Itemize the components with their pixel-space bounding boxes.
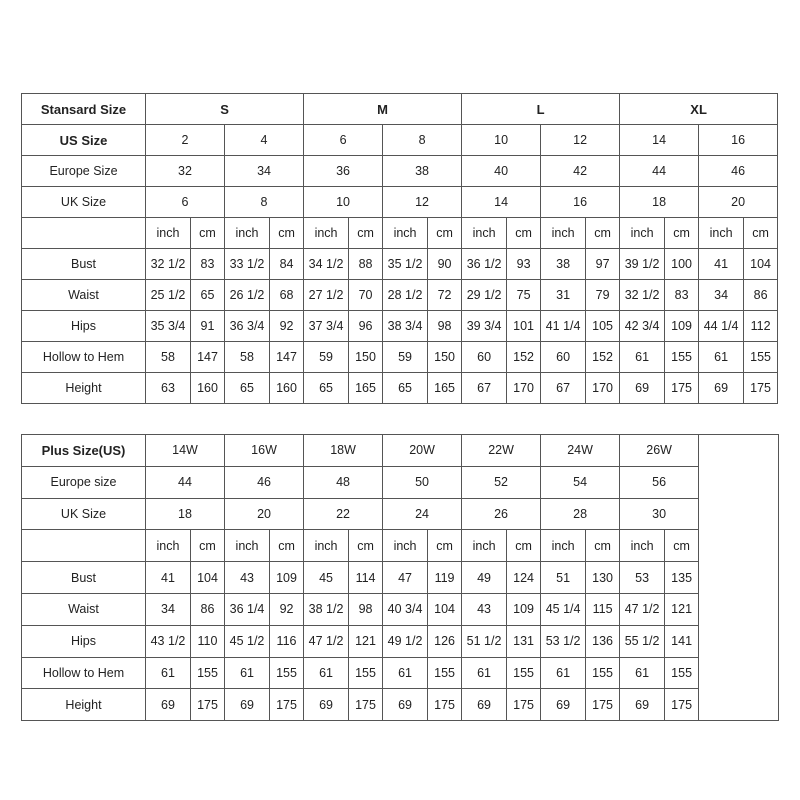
measurement-value: 83: [665, 280, 699, 311]
measurement-value: 61: [383, 657, 428, 689]
plus-measurement-row: [22, 689, 779, 721]
standard-size-label: Stansard Size: [22, 94, 146, 125]
measurement-value: 72: [428, 280, 462, 311]
size-cell: 26: [462, 498, 541, 530]
measurement-value: 83: [191, 249, 225, 280]
measurement-value: 121: [349, 625, 383, 657]
unit-cm-cell: cm: [349, 218, 383, 249]
plus-size-cell: 14W: [146, 435, 225, 467]
measurement-value: 115: [586, 593, 620, 625]
measurement-value: 28 1/2: [383, 280, 428, 311]
size-cell: 54: [541, 466, 620, 498]
measurement-value: 147: [270, 342, 304, 373]
measurement-value: 36 3/4: [225, 311, 270, 342]
measurement-value: 91: [191, 311, 225, 342]
plus-europe-row-label: Europe size: [22, 466, 146, 498]
measurement-label: Hips: [22, 311, 146, 342]
size-cell: 20: [699, 187, 778, 218]
us-size-row-label: US Size: [22, 125, 146, 156]
measurement-value: 150: [428, 342, 462, 373]
size-cell: 20: [225, 498, 304, 530]
measurement-label: Hips: [22, 625, 146, 657]
measurement-value: 70: [349, 280, 383, 311]
measurement-value: 53: [620, 562, 665, 594]
uk-size-row-label: UK Size: [22, 187, 146, 218]
measurement-label: Height: [22, 689, 146, 721]
size-cell: 10: [462, 125, 541, 156]
measurement-label: Waist: [22, 280, 146, 311]
measurement-value: 90: [428, 249, 462, 280]
measurement-value: 35 1/2: [383, 249, 428, 280]
plus-size-label: Plus Size(US): [22, 435, 146, 467]
measurement-value: 69: [304, 689, 349, 721]
measurement-label: Hollow to Hem: [22, 657, 146, 689]
unit-inch-cell: inch: [620, 218, 665, 249]
standard-size-table: [21, 93, 778, 404]
measurement-value: 69: [699, 373, 744, 404]
plus-measurement-row: [22, 625, 779, 657]
measurement-value: 69: [462, 689, 507, 721]
measurement-value: 47: [383, 562, 428, 594]
measurement-value: 75: [507, 280, 541, 311]
measurement-value: 26 1/2: [225, 280, 270, 311]
measurement-value: 104: [744, 249, 778, 280]
measurement-value: 170: [507, 373, 541, 404]
measurement-value: 29 1/2: [462, 280, 507, 311]
size-cell: 28: [541, 498, 620, 530]
measurement-value: 112: [744, 311, 778, 342]
measurement-value: 61: [146, 657, 191, 689]
size-cell: 6: [304, 125, 383, 156]
letter-size-cell: S: [146, 94, 304, 125]
measurement-value: 104: [428, 593, 462, 625]
measurement-value: 65: [383, 373, 428, 404]
unit-inch-cell: inch: [462, 530, 507, 562]
measurement-value: 69: [383, 689, 428, 721]
measurement-value: 88: [349, 249, 383, 280]
size-cell: 18: [146, 498, 225, 530]
measurement-value: 36 1/2: [462, 249, 507, 280]
size-cell: 42: [541, 156, 620, 187]
measurement-value: 61: [541, 657, 586, 689]
standard-header-row: [22, 94, 778, 125]
measurement-value: 116: [270, 625, 304, 657]
measurement-value: 110: [191, 625, 225, 657]
size-cell: 22: [304, 498, 383, 530]
measurement-value: 65: [304, 373, 349, 404]
size-cell: 24: [383, 498, 462, 530]
measurement-value: 47 1/2: [620, 593, 665, 625]
measurement-value: 100: [665, 249, 699, 280]
measurement-value: 69: [620, 373, 665, 404]
measurement-value: 43: [462, 593, 507, 625]
measurement-value: 175: [665, 689, 699, 721]
uk-size-row: [22, 187, 778, 218]
unit-cm-cell: cm: [744, 218, 778, 249]
measurement-value: 67: [541, 373, 586, 404]
measurement-value: 61: [225, 657, 270, 689]
size-cell: 14: [620, 125, 699, 156]
measurement-label: Waist: [22, 593, 146, 625]
measurement-value: 175: [744, 373, 778, 404]
measurement-value: 55 1/2: [620, 625, 665, 657]
measurement-value: 34: [146, 593, 191, 625]
measurement-value: 92: [270, 311, 304, 342]
size-cell: 12: [541, 125, 620, 156]
measurement-value: 86: [744, 280, 778, 311]
measurement-value: 155: [665, 342, 699, 373]
measurement-value: 45: [304, 562, 349, 594]
measurement-value: 92: [270, 593, 304, 625]
measurement-value: 136: [586, 625, 620, 657]
measurement-value: 69: [620, 689, 665, 721]
measurement-value: 51 1/2: [462, 625, 507, 657]
plus-size-cell: 16W: [225, 435, 304, 467]
measurement-value: 98: [428, 311, 462, 342]
measurement-value: 155: [191, 657, 225, 689]
size-cell: 40: [462, 156, 541, 187]
measurement-value: 155: [349, 657, 383, 689]
measurement-value: 104: [191, 562, 225, 594]
measurement-value: 58: [225, 342, 270, 373]
measurement-value: 39 1/2: [620, 249, 665, 280]
measurement-value: 40 3/4: [383, 593, 428, 625]
letter-size-cell: M: [304, 94, 462, 125]
measurement-value: 47 1/2: [304, 625, 349, 657]
measurement-value: 141: [665, 625, 699, 657]
measurement-value: 105: [586, 311, 620, 342]
size-cell: 46: [699, 156, 778, 187]
measurement-value: 126: [428, 625, 462, 657]
blank-corner-cell: [22, 218, 146, 249]
plus-size-table: [21, 434, 779, 721]
measurement-value: 84: [270, 249, 304, 280]
measurement-value: 59: [383, 342, 428, 373]
size-cell: 36: [304, 156, 383, 187]
unit-inch-cell: inch: [541, 218, 586, 249]
measurement-value: 61: [620, 342, 665, 373]
plus-size-cell: 18W: [304, 435, 383, 467]
size-cell: 8: [383, 125, 462, 156]
measurement-value: 34: [699, 280, 744, 311]
measurement-value: 155: [507, 657, 541, 689]
size-cell: 50: [383, 466, 462, 498]
unit-inch-cell: inch: [304, 218, 349, 249]
unit-cm-cell: cm: [507, 218, 541, 249]
unit-row: [22, 218, 778, 249]
measurement-value: 175: [507, 689, 541, 721]
measurement-value: 41: [146, 562, 191, 594]
measurement-value: 69: [541, 689, 586, 721]
size-cell: 14: [462, 187, 541, 218]
size-cell: 8: [225, 187, 304, 218]
measurement-value: 31: [541, 280, 586, 311]
plus-uk-row-label: UK Size: [22, 498, 146, 530]
unit-inch-cell: inch: [146, 218, 191, 249]
size-cell: 46: [225, 466, 304, 498]
size-cell: 38: [383, 156, 462, 187]
measurement-value: 61: [304, 657, 349, 689]
size-cell: 18: [620, 187, 699, 218]
measurement-value: 60: [462, 342, 507, 373]
measurement-value: 65: [225, 373, 270, 404]
unit-cm-cell: cm: [665, 530, 699, 562]
size-cell: 48: [304, 466, 383, 498]
measurement-value: 165: [349, 373, 383, 404]
measurement-value: 109: [507, 593, 541, 625]
measurement-value: 38: [541, 249, 586, 280]
size-cell: 56: [620, 466, 699, 498]
measurement-value: 61: [462, 657, 507, 689]
plus-size-cell: 26W: [620, 435, 699, 467]
unit-inch-cell: inch: [699, 218, 744, 249]
measurement-value: 175: [428, 689, 462, 721]
measurement-value: 98: [349, 593, 383, 625]
measurement-value: 68: [270, 280, 304, 311]
unit-cm-cell: cm: [191, 218, 225, 249]
size-cell: 2: [146, 125, 225, 156]
measurement-value: 35 3/4: [146, 311, 191, 342]
measurement-value: 135: [665, 562, 699, 594]
measurement-value: 61: [620, 657, 665, 689]
measurement-value: 170: [586, 373, 620, 404]
measurement-value: 109: [270, 562, 304, 594]
size-cell: 16: [541, 187, 620, 218]
plus-measurement-row: [22, 562, 779, 594]
measurement-value: 152: [507, 342, 541, 373]
measurement-row: [22, 249, 778, 280]
size-cell: 52: [462, 466, 541, 498]
measurement-value: 155: [586, 657, 620, 689]
size-cell: 4: [225, 125, 304, 156]
measurement-value: 147: [191, 342, 225, 373]
measurement-label: Height: [22, 373, 146, 404]
measurement-value: 43: [225, 562, 270, 594]
unit-inch-cell: inch: [383, 218, 428, 249]
size-cell: 10: [304, 187, 383, 218]
unit-cm-cell: cm: [507, 530, 541, 562]
unit-cm-cell: cm: [586, 530, 620, 562]
measurement-value: 69: [146, 689, 191, 721]
measurement-value: 165: [428, 373, 462, 404]
unit-inch-cell: inch: [304, 530, 349, 562]
measurement-value: 36 1/4: [225, 593, 270, 625]
measurement-value: 32 1/2: [146, 249, 191, 280]
measurement-value: 160: [270, 373, 304, 404]
unit-cm-cell: cm: [349, 530, 383, 562]
plus-unit-row: [22, 530, 779, 562]
measurement-value: 124: [507, 562, 541, 594]
measurement-value: 43 1/2: [146, 625, 191, 657]
measurement-value: 86: [191, 593, 225, 625]
measurement-value: 93: [507, 249, 541, 280]
measurement-value: 59: [304, 342, 349, 373]
measurement-value: 60: [541, 342, 586, 373]
measurement-value: 33 1/2: [225, 249, 270, 280]
measurement-value: 27 1/2: [304, 280, 349, 311]
plus-measurement-row: [22, 593, 779, 625]
measurement-value: 25 1/2: [146, 280, 191, 311]
unit-inch-cell: inch: [225, 530, 270, 562]
measurement-row: [22, 280, 778, 311]
plus-measurement-row: [22, 657, 779, 689]
unit-cm-cell: cm: [665, 218, 699, 249]
blank-filler-cell: [699, 435, 779, 721]
measurement-row: [22, 373, 778, 404]
size-cell: 30: [620, 498, 699, 530]
europe-size-row: [22, 156, 778, 187]
measurement-value: 155: [270, 657, 304, 689]
measurement-value: 39 3/4: [462, 311, 507, 342]
measurement-value: 61: [699, 342, 744, 373]
measurement-value: 150: [349, 342, 383, 373]
measurement-value: 42 3/4: [620, 311, 665, 342]
unit-cm-cell: cm: [270, 530, 304, 562]
measurement-value: 152: [586, 342, 620, 373]
unit-cm-cell: cm: [191, 530, 225, 562]
measurement-value: 49: [462, 562, 507, 594]
unit-cm-cell: cm: [586, 218, 620, 249]
unit-cm-cell: cm: [428, 530, 462, 562]
measurement-value: 109: [665, 311, 699, 342]
measurement-value: 130: [586, 562, 620, 594]
measurement-value: 34 1/2: [304, 249, 349, 280]
measurement-value: 41: [699, 249, 744, 280]
measurement-value: 175: [349, 689, 383, 721]
unit-inch-cell: inch: [225, 218, 270, 249]
measurement-value: 63: [146, 373, 191, 404]
unit-inch-cell: inch: [620, 530, 665, 562]
measurement-value: 53 1/2: [541, 625, 586, 657]
plus-uk-row: [22, 498, 779, 530]
measurement-value: 175: [191, 689, 225, 721]
measurement-value: 45 1/4: [541, 593, 586, 625]
unit-cm-cell: cm: [428, 218, 462, 249]
measurement-value: 38 1/2: [304, 593, 349, 625]
measurement-value: 67: [462, 373, 507, 404]
measurement-value: 97: [586, 249, 620, 280]
measurement-value: 155: [744, 342, 778, 373]
measurement-value: 160: [191, 373, 225, 404]
plus-size-cell: 20W: [383, 435, 462, 467]
size-cell: 44: [146, 466, 225, 498]
measurement-value: 101: [507, 311, 541, 342]
measurement-value: 58: [146, 342, 191, 373]
measurement-value: 45 1/2: [225, 625, 270, 657]
measurement-value: 175: [665, 373, 699, 404]
size-cell: 12: [383, 187, 462, 218]
measurement-row: [22, 311, 778, 342]
plus-europe-row: [22, 466, 779, 498]
letter-size-cell: XL: [620, 94, 778, 125]
measurement-label: Bust: [22, 562, 146, 594]
measurement-value: 38 3/4: [383, 311, 428, 342]
measurement-value: 41 1/4: [541, 311, 586, 342]
size-cell: 32: [146, 156, 225, 187]
measurement-label: Hollow to Hem: [22, 342, 146, 373]
unit-inch-cell: inch: [462, 218, 507, 249]
measurement-value: 32 1/2: [620, 280, 665, 311]
size-cell: 16: [699, 125, 778, 156]
measurement-value: 155: [665, 657, 699, 689]
measurement-value: 175: [270, 689, 304, 721]
plus-header-row: [22, 435, 779, 467]
measurement-label: Bust: [22, 249, 146, 280]
measurement-value: 114: [349, 562, 383, 594]
blank-corner-cell: [22, 530, 146, 562]
measurement-value: 44 1/4: [699, 311, 744, 342]
unit-inch-cell: inch: [146, 530, 191, 562]
europe-size-row-label: Europe Size: [22, 156, 146, 187]
measurement-value: 119: [428, 562, 462, 594]
unit-inch-cell: inch: [541, 530, 586, 562]
measurement-value: 175: [586, 689, 620, 721]
unit-inch-cell: inch: [383, 530, 428, 562]
measurement-value: 121: [665, 593, 699, 625]
unit-cm-cell: cm: [270, 218, 304, 249]
plus-size-cell: 22W: [462, 435, 541, 467]
size-cell: 6: [146, 187, 225, 218]
measurement-value: 69: [225, 689, 270, 721]
measurement-value: 65: [191, 280, 225, 311]
measurement-value: 155: [428, 657, 462, 689]
measurement-value: 49 1/2: [383, 625, 428, 657]
size-cell: 34: [225, 156, 304, 187]
measurement-value: 51: [541, 562, 586, 594]
letter-size-cell: L: [462, 94, 620, 125]
size-cell: 44: [620, 156, 699, 187]
plus-size-cell: 24W: [541, 435, 620, 467]
measurement-row: [22, 342, 778, 373]
measurement-value: 131: [507, 625, 541, 657]
measurement-value: 96: [349, 311, 383, 342]
measurement-value: 79: [586, 280, 620, 311]
us-size-row: [22, 125, 778, 156]
measurement-value: 37 3/4: [304, 311, 349, 342]
